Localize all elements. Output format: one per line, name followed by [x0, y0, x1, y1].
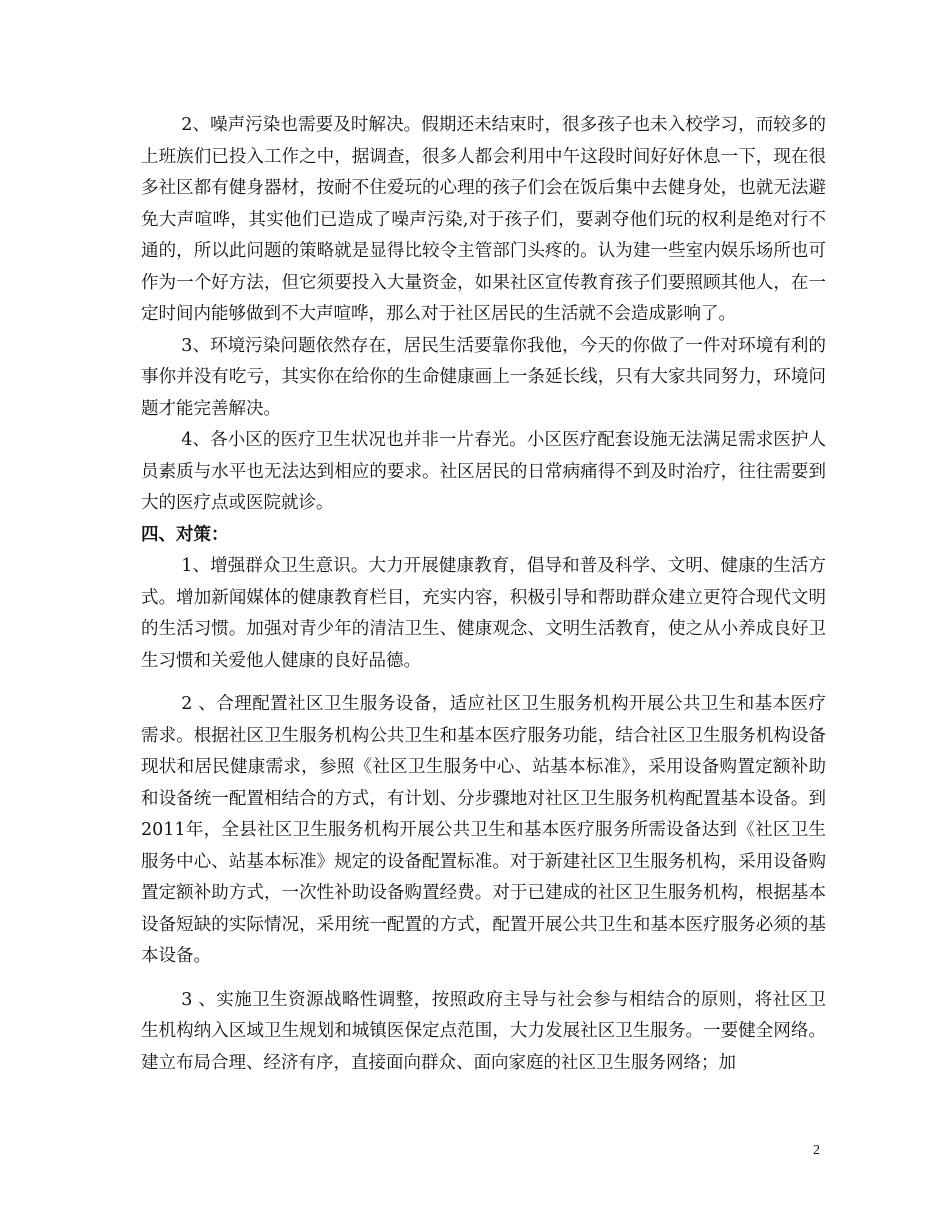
paragraph-hygiene-awareness: 1、增强群众卫生意识。大力开展健康教育，倡导和普及科学、文明、健康的生活方式。增加新闻媒体的健康教育栏目，充实内容，积极引导和帮助群众建立更符合现代文明的生活习惯。加强对青少年的清洁卫生、健康观念、文明生活教育，使之从小养成良好卫生习惯和关爱他人健康的良好品德。 [141, 556, 826, 671]
section-heading-countermeasures: 四、对策： [141, 524, 229, 545]
paragraph-medical-status: 4、各小区的医疗卫生状况也并非一片春光。小区医疗配套设施无法满足需求医护人员素质与水平也无法达到相应的要求。社区居民的日常病痛得不到及时治疗，往往需要到大的医疗点或医院就诊。 [141, 430, 826, 513]
paragraph-environment-pollution: 3、环境污染问题依然存在，居民生活要靠你我他，今天的你做了一件对环境有利的事你并没有吃亏，其实你在给你的生命健康画上一条延长线，只有大家共同努力，环境问题才能完善解决。 [141, 335, 826, 419]
page-number: 2 [813, 1143, 820, 1158]
paragraph-resource-adjustment: 3 、实施卫生资源战略性调整，按照政府主导与社会参与相结合的原则，将社区卫生机构纳入区域卫生规划和城镇医保定点范围，大力发展社区卫生服务。一要健全网络。建立布局合理、经济有序，直接面向群众、面向家庭的社区卫生服务网络；加 [141, 989, 826, 1073]
paragraph-equipment-allocation: 2 、合理配置社区卫生服务设备，适应社区卫生服务机构开展公共卫生和基本医疗需求。根据社区卫生服务机构公共卫生和基本医疗服务功能，结合社区卫生服务机构设备现状和居民健康需求，参照《社区卫生服务中心、站基本标准》，采用设备购置定额补助和设备统一配置相结合的方式，有计划、分步骤地对社区卫生服务机构配置基本设备。到2011年，全县社区卫生服务机构开展公共卫生和基本医疗服务所需设备达到《社区卫生服务中心、站基本标准》规定的设备配置标准。对于新建社区卫生服务机构，采用设备购置定额补助方式，一次性补助设备购置经费。对于已建成的社区卫生服务机构，根据基本设备短缺的实际情况，采用统一配置的方式，配置开展公共卫生和基本医疗服务必须的基本设备。 [141, 694, 826, 966]
document-body [141, 110, 826, 1079]
paragraph-noise-pollution: 2、噪声污染也需要及时解决。假期还未结束时，很多孩子也未入校学习，而较多的上班族们已投入工作之中，据调查，很多人都会利用中午这段时间好好休息一下，现在很多社区都有健身器材，按耐不住爱玩的心理的孩子们会在饭后集中去健身处，也就无法避免大声喧哗，其实他们已造成了噪声污染,对于孩子们，要剥夺他们玩的权利是绝对行不通的，所以此问题的策略就是显得比较令主管部门头疼的。认为建一些室内娱乐场所也可作为一个好方法，但它须要投入大量资金，如果社区宣传教育孩子们要照顾其他人，在一定时间内能够做到不大声喧哗，那么对于社区居民的生活就不会造成影响了。 [141, 115, 826, 324]
